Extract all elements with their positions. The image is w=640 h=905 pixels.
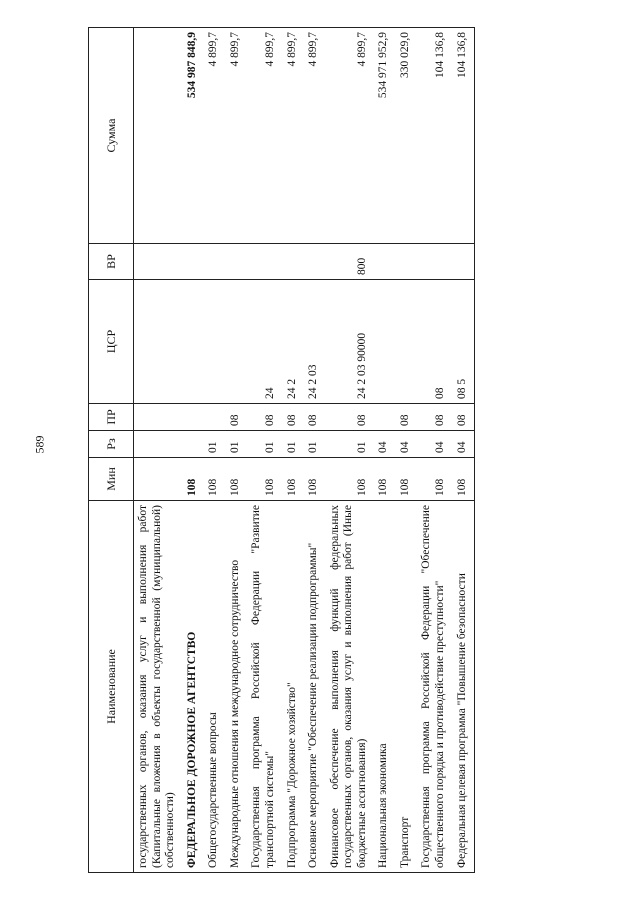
cell-min: 108: [283, 458, 305, 501]
cell-name: ФЕДЕРАЛЬНОЕ ДОРОЖНОЕ АГЕНТСТВО: [183, 501, 205, 873]
table-row: [183, 28, 205, 873]
cell-pr: [374, 404, 396, 431]
cell-rz: 01: [226, 431, 248, 458]
cell-rz: 01: [326, 431, 375, 458]
table-row: [417, 28, 452, 873]
header-sum: Сумма: [89, 28, 134, 244]
header-pr: ПР: [89, 404, 134, 431]
cell-min: 108: [183, 458, 205, 501]
cell-rz: 04: [396, 431, 418, 458]
cell-min: 108: [453, 458, 475, 501]
cell-name: Национальная экономика: [374, 501, 396, 873]
cell-csr: 24 2: [283, 280, 305, 404]
header-name: Наименование: [89, 501, 134, 873]
cell-sum: 534 987 848,9: [183, 28, 205, 244]
cell-rz: [183, 431, 205, 458]
cell-name: государственных органов, оказания услуг и выполнения работ (Капитальные вложения в объекты государственной (муниципальной) собственности): [134, 501, 183, 873]
cell-min: 108: [326, 458, 375, 501]
cell-sum: 4 899,7: [304, 28, 326, 244]
cell-rz: 01: [247, 431, 282, 458]
cell-min: 108: [304, 458, 326, 501]
cell-sum: 330 029,0: [396, 28, 418, 244]
cell-min: 108: [396, 458, 418, 501]
header-vr: ВР: [89, 244, 134, 280]
cell-pr: 08: [304, 404, 326, 431]
cell-csr: [134, 280, 183, 404]
table-row: [283, 28, 305, 873]
cell-min: 108: [247, 458, 282, 501]
cell-pr: 08: [453, 404, 475, 431]
header-rz: Рз: [89, 431, 134, 458]
cell-sum: 104 136,8: [453, 28, 475, 244]
table-row: [374, 28, 396, 873]
cell-pr: 08: [417, 404, 452, 431]
cell-rz: 04: [417, 431, 452, 458]
table-row: [326, 28, 375, 873]
table-row: [204, 28, 226, 873]
cell-csr: 24: [247, 280, 282, 404]
cell-min: 108: [226, 458, 248, 501]
cell-vr: [453, 244, 475, 280]
cell-csr: [183, 280, 205, 404]
cell-name: Государственная программа Российской Федерации "Обеспечение общественного порядка и противодействие преступности": [417, 501, 452, 873]
cell-name: Финансовое обеспечение выполнения функций федеральных государственных органов, оказания услуг и выполнения работ (Иные бюджетные ассигнования): [326, 501, 375, 873]
page-number: 589: [32, 435, 47, 454]
cell-pr: 08: [326, 404, 375, 431]
cell-vr: [204, 244, 226, 280]
cell-min: 108: [374, 458, 396, 501]
cell-csr: 24 2 03 90000: [326, 280, 375, 404]
cell-pr: [204, 404, 226, 431]
cell-sum: 4 899,7: [283, 28, 305, 244]
cell-sum: 4 899,7: [226, 28, 248, 244]
cell-vr: 800: [326, 244, 375, 280]
rotated-page-content: [88, 28, 588, 873]
cell-pr: [183, 404, 205, 431]
table-row: [247, 28, 282, 873]
cell-vr: [183, 244, 205, 280]
cell-rz: 01: [204, 431, 226, 458]
cell-csr: [226, 280, 248, 404]
cell-sum: 4 899,7: [326, 28, 375, 244]
table-row: [134, 28, 183, 873]
cell-name: Основное мероприятие "Обеспечение реализации подпрограммы": [304, 501, 326, 873]
cell-vr: [396, 244, 418, 280]
cell-name: Государственная программа Российской Федерации "Развитие транспортной системы": [247, 501, 282, 873]
cell-name: Подпрограмма "Дорожное хозяйство": [283, 501, 305, 873]
cell-csr: [396, 280, 418, 404]
cell-csr: 08: [417, 280, 452, 404]
table-row: [453, 28, 475, 873]
cell-csr: 24 2 03: [304, 280, 326, 404]
table-header-row: [89, 28, 134, 873]
cell-min: 108: [204, 458, 226, 501]
table-row: [226, 28, 248, 873]
cell-csr: [374, 280, 396, 404]
cell-name: Международные отношения и международное сотрудничество: [226, 501, 248, 873]
header-min: Мин: [89, 458, 134, 501]
cell-csr: [204, 280, 226, 404]
cell-pr: 08: [396, 404, 418, 431]
cell-vr: [247, 244, 282, 280]
cell-pr: [134, 404, 183, 431]
cell-vr: [226, 244, 248, 280]
cell-pr: 08: [226, 404, 248, 431]
table-row: [304, 28, 326, 873]
cell-rz: 04: [374, 431, 396, 458]
cell-rz: 01: [283, 431, 305, 458]
cell-sum: 104 136,8: [417, 28, 452, 244]
cell-name: Общегосударственные вопросы: [204, 501, 226, 873]
header-csr: ЦСР: [89, 280, 134, 404]
cell-pr: 08: [283, 404, 305, 431]
cell-vr: [283, 244, 305, 280]
cell-vr: [417, 244, 452, 280]
cell-csr: 08 5: [453, 280, 475, 404]
cell-vr: [134, 244, 183, 280]
table-row: [396, 28, 418, 873]
cell-vr: [374, 244, 396, 280]
cell-name: Федеральная целевая программа "Повышение безопасности: [453, 501, 475, 873]
cell-rz: 04: [453, 431, 475, 458]
cell-rz: 01: [304, 431, 326, 458]
cell-pr: 08: [247, 404, 282, 431]
cell-sum: [134, 28, 183, 244]
cell-vr: [304, 244, 326, 280]
cell-min: [134, 458, 183, 501]
budget-table: [88, 27, 475, 873]
cell-name: Транспорт: [396, 501, 418, 873]
cell-sum: 4 899,7: [247, 28, 282, 244]
cell-rz: [134, 431, 183, 458]
cell-sum: 534 971 952,9: [374, 28, 396, 244]
cell-min: 108: [417, 458, 452, 501]
cell-sum: 4 899,7: [204, 28, 226, 244]
